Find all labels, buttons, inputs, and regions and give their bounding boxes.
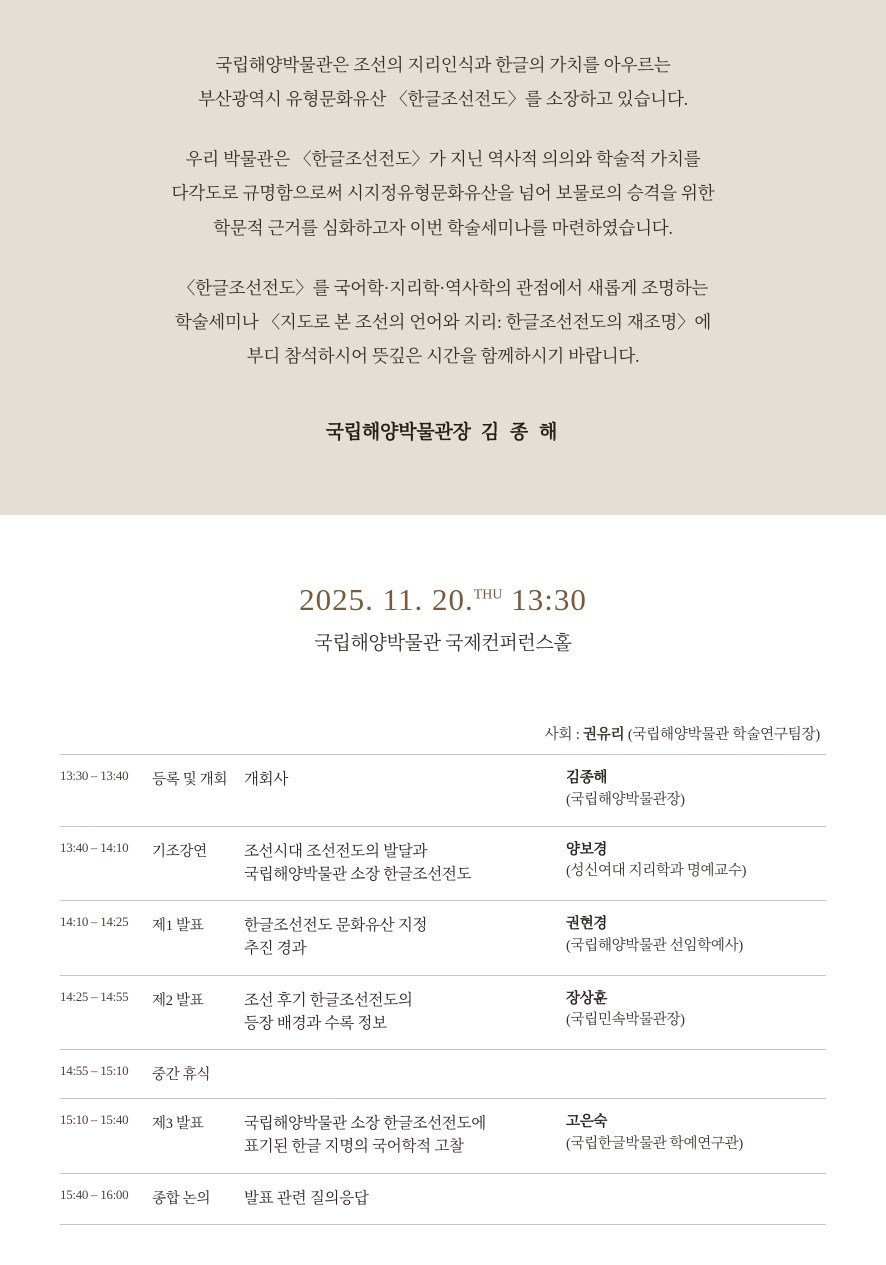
speaker-name: 장상훈 xyxy=(566,990,608,1007)
table-row xyxy=(60,1050,826,1099)
row-title: 조선 후기 한글조선전도의 등장 배경과 수록 정보 xyxy=(244,975,566,1050)
row-session: 제3 발표 xyxy=(152,1099,244,1174)
table-row xyxy=(60,755,826,827)
greeting-paragraph-2: 우리 박물관은 〈한글조선전도〉가 지닌 역사적 의의와 학술적 가치를 다각도로 규명함으로써 시지정유형문화유산을 넘어 보물로의 승격을 위한 학문적 근거를 심화하고자 이번 학술세미나를 마련하였습니다. xyxy=(171,149,715,238)
row-speaker xyxy=(566,755,826,827)
row-time: 13:40 – 14:10 xyxy=(60,826,152,901)
schedule-table xyxy=(60,754,826,1225)
row-speaker xyxy=(566,901,826,976)
row-title: 국립해양박물관 소장 한글조선전도에 표기된 한글 지명의 국어학적 고찰 xyxy=(244,1099,566,1174)
row-session: 기조강연 xyxy=(152,826,244,901)
row-title: 한글조선전도 문화유산 지정 추진 경과 xyxy=(244,901,566,976)
greeting-panel xyxy=(0,0,886,515)
row-time: 14:55 – 15:10 xyxy=(60,1050,152,1099)
signature-organization: 국립해양박물관장 xyxy=(325,422,471,443)
moderator-name: 권유리 xyxy=(582,727,625,744)
table-row xyxy=(60,826,826,901)
moderator-label: 사회 : xyxy=(544,727,583,744)
row-speaker xyxy=(566,826,826,901)
row-session: 종합 논의 xyxy=(152,1173,244,1224)
signature xyxy=(60,417,826,444)
table-row xyxy=(60,1173,826,1224)
greeting-paragraph-3: 〈한글조선전도〉를 국어학·지리학·역사학의 관점에서 새롭게 조명하는 학술세미나 〈지도로 본 조선의 언어와 지리: 한글조선전도의 재조명〉에 부디 참석하시어 뜻깊은 시간을 함께하시기 바랍니다. xyxy=(174,277,712,366)
signature-name: 김 종 해 xyxy=(480,422,561,443)
row-time: 13:30 – 13:40 xyxy=(60,755,152,827)
speaker-affiliation: (국립한글박물관 학예연구관) xyxy=(566,1135,743,1152)
row-time: 14:10 – 14:25 xyxy=(60,901,152,976)
event-venue: 국립해양박물관 국제컨퍼런스홀 xyxy=(314,633,572,655)
row-title xyxy=(244,1050,566,1099)
speaker-name: 권현경 xyxy=(566,916,608,933)
row-session: 등록 및 개회 xyxy=(152,755,244,827)
event-date-weekday: THU xyxy=(473,587,503,603)
row-speaker xyxy=(566,1173,826,1224)
table-row xyxy=(60,1099,826,1174)
speaker-affiliation: (국립민속박물관장) xyxy=(566,1012,685,1029)
speaker-name: 고은숙 xyxy=(566,1114,608,1131)
speaker-affiliation: (국립해양박물관장) xyxy=(566,791,685,808)
event-time: 13:30 xyxy=(511,582,587,617)
row-time: 15:10 – 15:40 xyxy=(60,1099,152,1174)
row-speaker xyxy=(566,1050,826,1099)
row-session: 제2 발표 xyxy=(152,975,244,1050)
table-row xyxy=(60,901,826,976)
greeting-paragraph-1: 국립해양박물관은 조선의 지리인식과 한글의 가치를 아우르는 부산광역시 유형문화유산 〈한글조선전도〉를 소장하고 있습니다. xyxy=(198,55,688,110)
event-datetime xyxy=(60,581,826,618)
row-speaker xyxy=(566,975,826,1050)
moderator-line xyxy=(60,723,826,744)
row-session: 제1 발표 xyxy=(152,901,244,976)
speaker-affiliation: (성신여대 지리학과 명예교수) xyxy=(566,863,747,880)
row-time: 15:40 – 16:00 xyxy=(60,1173,152,1224)
event-date: 2025. 11. 20. xyxy=(299,582,474,617)
row-title: 조선시대 조선전도의 발달과 국립해양박물관 소장 한글조선전도 xyxy=(244,826,566,901)
row-speaker xyxy=(566,1099,826,1174)
schedule-body xyxy=(60,755,826,1225)
row-session: 중간 휴식 xyxy=(152,1050,244,1099)
row-time: 14:25 – 14:55 xyxy=(60,975,152,1050)
row-title: 발표 관련 질의응답 xyxy=(244,1173,566,1224)
table-row xyxy=(60,975,826,1050)
moderator-affiliation: (국립해양박물관 학술연구팀장) xyxy=(624,727,820,744)
speaker-affiliation: (국립해양박물관 선임학예사) xyxy=(566,937,743,954)
program-panel xyxy=(0,515,886,1225)
speaker-name: 김종해 xyxy=(566,770,608,787)
speaker-name: 양보경 xyxy=(566,841,608,858)
row-title: 개회사 xyxy=(244,755,566,827)
